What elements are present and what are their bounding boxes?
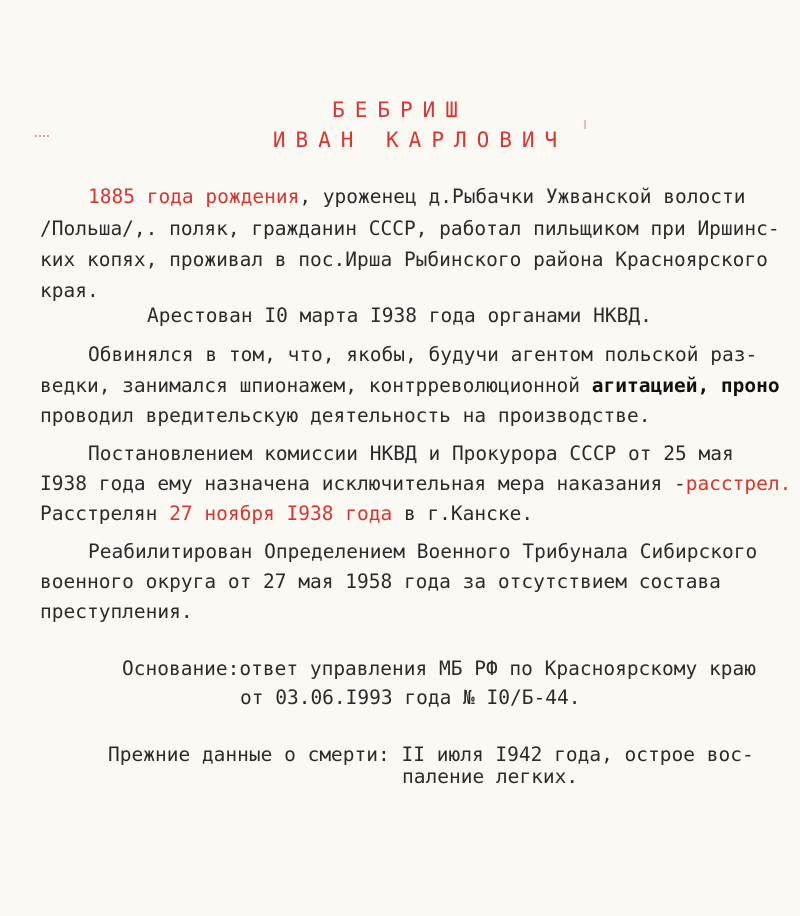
body-line: проводил вредительскую деятельность на производстве. — [40, 404, 651, 427]
execution-word: расстрел. — [685, 472, 792, 495]
body-line: военного округа от 27 мая 1958 года за отсутствием состава — [40, 570, 721, 593]
birth-line — [88, 187, 745, 207]
body-line: Обвинялся в том, что, якобы, будучи агентом польской раз- — [88, 343, 758, 366]
basis-ref-line: от 03.06.I993 года № I0/Б-44. — [240, 686, 581, 709]
surname-title: БЕБРИШ — [332, 98, 468, 122]
body-line: /Польша/,. поляк, гражданин СССР, работал пильщиком при Иршинс- — [40, 217, 780, 240]
basis-line: Основание:ответ управления МБ РФ по Красноярскому краю — [122, 657, 756, 680]
body-line: ких копях, проживал в пос.Ирша Рыбинского района Красноярского — [40, 248, 768, 271]
birth-year-text: 1885 года рождения — [88, 185, 300, 208]
body-line: Реабилитирован Определением Военного Трибунала Сибирского — [88, 540, 758, 563]
overtyped-text: агитацией, проно — [591, 374, 780, 397]
prior-data-line: Прежние данные о смерти: II июля I942 года, острое вос- — [108, 743, 754, 766]
body-line: края. — [40, 279, 99, 302]
execution-place: в г.Канске. — [392, 502, 534, 525]
execution-date: 27 ноября I938 года — [169, 502, 393, 525]
birth-place-text: , уроженец д.Рыбачки Ужванской волости — [299, 185, 746, 208]
body-line: Постановлением комиссии НКВД и Прокурора СССР от 25 мая — [88, 442, 734, 465]
arrest-line: Арестован I0 марта I938 года органами НКВД. — [147, 304, 652, 327]
sentence-line — [40, 474, 791, 494]
sentence-text: I938 года ему назначена исключительная мера наказания - — [40, 472, 686, 495]
given-names-title: ИВАН КАРЛОВИЧ — [272, 128, 568, 152]
body-line: преступления. — [40, 600, 193, 623]
prior-data-line: паление легких. — [402, 765, 579, 788]
execution-text: Расстрелян — [40, 502, 170, 525]
execution-line — [40, 504, 533, 524]
accusation-text: ведки, занимался шпионажем, контрреволюционной — [40, 374, 592, 397]
accusation-line — [40, 376, 780, 396]
